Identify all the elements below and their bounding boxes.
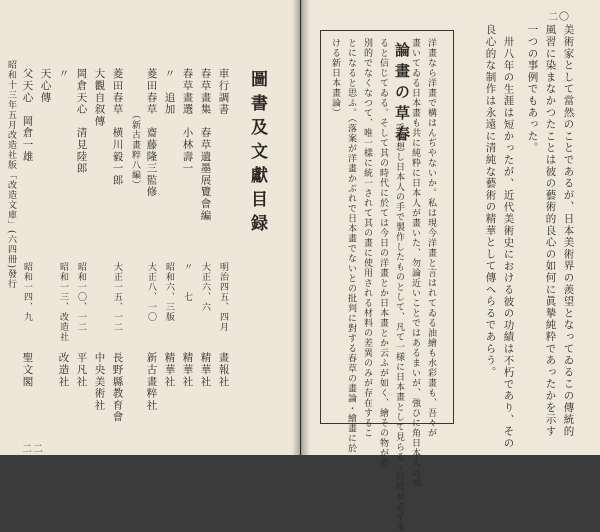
biblio-date-4: 昭和六、三版: [164, 262, 174, 322]
shunso-box-title: 論畫の草春: [393, 42, 411, 147]
essay-line-3: 一つの事例でもあった。: [526, 24, 539, 154]
essay-line-5: 良心的な制作は永遠に清純な藝術の精華として傳へらるであらう。: [484, 24, 497, 378]
biblio-date-7: 大正一五、一二: [112, 262, 122, 332]
essay-line-2: 風習に染まなかつたことは彼の藝術的良心の如何に眞摯純粋であったかを示す: [544, 24, 557, 437]
biblio-date-3: 〃 七: [182, 262, 192, 302]
biblio-title-col-8: 大觀自叙傳: [93, 68, 106, 127]
biblio-publisher-12: 聖文閣: [21, 352, 34, 388]
shunso-line-7: ける新日本畫論）: [330, 38, 340, 118]
biblio-publisher-8: 中央美術社: [93, 352, 106, 411]
biblio-title-col-1: 車行調書: [217, 68, 230, 116]
biblio-title-col-7: 菱田春草 横川毅一郎: [111, 68, 124, 186]
biblio-title-col-6: （新古畫粹八編）: [130, 110, 140, 190]
bibliography-title: 圖書及文獻目録: [247, 70, 267, 238]
biblio-date-10: 昭和一三、改造社: [58, 262, 68, 342]
biblio-date-2: 大正六、六: [200, 262, 210, 312]
shunso-line-1: 洋畫なら洋畫で構はんぢやないか。私は現今洋畫と言はれてゐる油繪も水彩畫も、吾々が: [426, 38, 436, 438]
biblio-date-1: 明治四五、四月: [218, 262, 228, 332]
shunso-line-6: とになると思ふ。（落案が洋畫かぶれで日本畫でないとの批判に對する春草の畫論・繪畫に於: [346, 38, 356, 454]
biblio-title-col-4: 〃 追加: [163, 68, 176, 116]
right-page-number: 二〇: [548, 12, 570, 23]
biblio-title-col-5: 菱田春草 齋藤隆三監修: [145, 68, 158, 198]
biblio-title-col-11: 天心傳: [39, 68, 52, 104]
shunso-line-4: ると信じてゐる。そして其の時代に於ては今日の洋畫とか日本畫とか云ふが如く、繪その物が差: [378, 38, 388, 468]
biblio-publisher-10: 改造社: [57, 352, 70, 388]
left-page-number: 二二: [22, 444, 44, 455]
essay-line-1: 美術家として當然のことであるが、日本美術界の羨望となってゐるこの傳統的: [562, 24, 575, 437]
biblio-publisher-4: 精華社: [163, 352, 176, 388]
book-gutter: [292, 0, 310, 455]
shunso-line-2: 畫いてゐる日本畫も共に純粋に日本人が畫いた、勿論近いことではあるまいが、強ひに角日本人の頭: [410, 38, 420, 488]
shunso-line-5: 別的でなくなつて、唯一樣に統一されて其の畫に使用される材料の差異のみが存在するこ: [362, 38, 372, 438]
essay-line-4: 卅八年の生涯は短かったが、近代美術史における彼の功績は不朽であり、その: [502, 36, 515, 449]
biblio-publisher-9: 平凡社: [75, 352, 88, 388]
biblio-title-col-12: 父天心 岡倉一雄: [21, 68, 34, 163]
biblio-title-col-10: 〃: [57, 68, 70, 80]
biblio-title-col-9: 岡倉天心 清見陸郎: [75, 68, 88, 175]
biblio-date-12: 昭和一四、九: [22, 262, 32, 322]
biblio-title-col-3: 春草畫選 小林壽一: [181, 68, 194, 175]
biblio-date-5: 大正八、一〇: [146, 262, 156, 322]
biblio-publisher-7: 長野縣教育會: [111, 352, 124, 423]
biblio-footnote: 昭和十三年五月改造社版「改造文庫」(六四冊)發行: [6, 60, 16, 290]
biblio-publisher-5: 新古畫粹社: [145, 352, 158, 411]
shunso-line-3: で構想し日本人の手で製作したものとして、凡て一様に日本畫として見らるゝ時代が必ず來: [394, 122, 404, 532]
biblio-title-col-2: 春草畫集 春草遺墨展覽會編: [199, 68, 212, 222]
biblio-publisher-3: 精華社: [181, 352, 194, 388]
biblio-publisher-2: 精華社: [199, 352, 212, 388]
biblio-publisher-1: 畫報社: [217, 352, 230, 388]
biblio-date-9: 昭和一〇、一二: [76, 262, 86, 332]
